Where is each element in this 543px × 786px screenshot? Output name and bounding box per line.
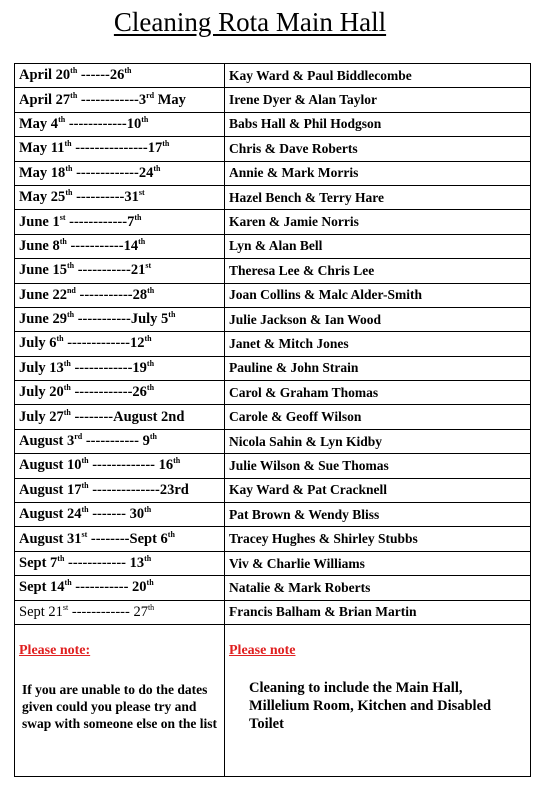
table-row (15, 527, 531, 551)
table-row (15, 332, 531, 356)
date-from: Sept 21 (19, 603, 63, 620)
cleaners-names: Karen & Jamie Norris (229, 214, 359, 230)
date-range-cell (15, 332, 225, 356)
date-from: April 20 (19, 67, 71, 84)
date-range-cell (15, 112, 225, 136)
cleaners-names: Kay Ward & Paul Biddlecombe (229, 67, 412, 83)
date-range-cell (15, 429, 225, 453)
date-separator: ----------- (74, 262, 131, 279)
date-from: July 20 (19, 384, 64, 401)
date-to: 10 (126, 115, 142, 132)
cleaners-cell (225, 381, 531, 405)
date-from-suffix: th (70, 66, 78, 76)
cleaners-names: Francis Balham & Brian Martin (229, 604, 417, 620)
table-row (15, 185, 531, 209)
date-separator: ----------- (75, 286, 133, 303)
date-range-cell (15, 503, 225, 527)
date-from-suffix: th (66, 261, 75, 271)
cleaners-cell (225, 405, 531, 429)
date-from: May 25 (19, 189, 66, 206)
date-to-suffix: th (124, 66, 132, 76)
cleaners-names: Joan Collins & Malc Alder-Smith (229, 287, 423, 303)
cleaners-names: Pat Brown & Wendy Bliss (229, 506, 380, 522)
date-to-suffix: th (173, 456, 181, 466)
date-range-cell (15, 137, 225, 161)
table-row (15, 137, 531, 161)
table-row (15, 112, 531, 136)
date-from: June 8 (19, 237, 60, 254)
note-left-body: If you are unable to do the dates given could you please try and swap with someone else on the list (22, 681, 217, 731)
date-range-cell (15, 210, 225, 234)
date-to: 26 (109, 67, 125, 84)
date-from: April 27 (19, 91, 71, 108)
date-from: June 1 (19, 213, 60, 230)
notes-row (15, 624, 531, 776)
date-to-suffix: th (144, 505, 152, 515)
note-right-cell (225, 624, 531, 776)
date-range-cell (15, 64, 225, 88)
date-separator: ------------ (65, 115, 127, 132)
date-range-cell (15, 576, 225, 600)
cleaners-names: Julie Jackson & Ian Wood (229, 311, 382, 327)
date-to-suffix: th (149, 432, 157, 442)
date-separator: ------ (77, 67, 110, 84)
table-row (15, 454, 531, 478)
date-from-suffix: th (66, 310, 75, 320)
note-right-heading: Please note (229, 642, 296, 658)
date-to-suffix: th (162, 139, 170, 149)
date-from-suffix: th (64, 139, 72, 149)
rota-body (15, 64, 531, 625)
date-from: May 4 (19, 115, 59, 132)
date-separator: ------------ (64, 555, 130, 571)
table-row (15, 356, 531, 380)
cleaners-cell (225, 503, 531, 527)
date-to: 16 (158, 457, 174, 474)
date-separator: ----------- (74, 311, 131, 328)
date-separator: -------------- (88, 481, 160, 498)
date-from-suffix: th (81, 456, 89, 466)
note-left-cell (15, 624, 225, 776)
date-to: 17 (147, 140, 163, 157)
table-row (15, 478, 531, 502)
date-separator: ------- (88, 506, 130, 523)
cleaners-cell (225, 576, 531, 600)
table-row (15, 283, 531, 307)
date-separator: ------------- (88, 457, 159, 474)
date-to-suffix: th (146, 383, 155, 393)
cleaners-names: Pauline & John Strain (229, 360, 359, 376)
cleaners-cell (225, 478, 531, 502)
date-separator: ------------ (70, 359, 133, 376)
cleaners-cell (225, 185, 531, 209)
date-from-suffix: th (58, 115, 66, 125)
date-range-cell (15, 381, 225, 405)
date-separator: ------------- (63, 335, 130, 352)
date-from-suffix: th (56, 334, 64, 344)
date-from-suffix: st (81, 529, 88, 539)
table-row (15, 551, 531, 575)
date-from: June 29 (19, 311, 67, 328)
date-from-suffix: st (62, 602, 69, 612)
date-range-cell (15, 259, 225, 283)
date-from: June 15 (19, 262, 67, 279)
cleaners-names: Tracey Hughes & Shirley Stubbs (229, 531, 418, 547)
date-to-suffix: st (138, 188, 145, 198)
date-from: Sept 14 (19, 579, 65, 596)
cleaners-names: Nicola Sahin & Lyn Kidby (229, 433, 383, 449)
date-to-suffix: rd (146, 90, 155, 100)
note-right-body: Cleaning to include the Main Hall, Millelium Room, Kitchen and Disabled Toilet (249, 679, 492, 732)
date-separator: ----------- (71, 579, 133, 596)
cleaners-cell (225, 210, 531, 234)
date-from-suffix: th (59, 237, 67, 247)
cleaners-cell (225, 527, 531, 551)
cleaners-names: Julie Wilson & Sue Thomas (229, 457, 389, 473)
date-range-cell (15, 356, 225, 380)
table-row (15, 405, 531, 429)
cleaners-names: Carol & Graham Thomas (229, 384, 379, 400)
date-from: May 11 (19, 140, 65, 157)
date-to: August 2nd (113, 408, 185, 425)
table-row (15, 161, 531, 185)
date-to: 27 (133, 603, 148, 620)
cleaners-names: Viv & Charlie Williams (229, 555, 365, 571)
table-row (15, 307, 531, 331)
table-row (15, 600, 531, 624)
date-to: 13 (129, 555, 145, 571)
date-to: 31 (124, 189, 139, 206)
rota-table (14, 63, 531, 777)
cleaners-names: Babs Hall & Phil Hodgson (229, 116, 382, 132)
table-row (15, 503, 531, 527)
cleaners-cell (225, 283, 531, 307)
date-to-suffix: th (146, 578, 154, 588)
date-range-cell (15, 454, 225, 478)
date-from-suffix: th (65, 188, 73, 198)
date-to-suffix: th (141, 115, 149, 125)
date-range-cell (15, 551, 225, 575)
cleaners-cell (225, 161, 531, 185)
cleaners-cell (225, 234, 531, 258)
table-row (15, 210, 531, 234)
cleaners-names: Theresa Lee & Chris Lee (229, 262, 375, 278)
date-to: 21 (130, 262, 146, 279)
table-row (15, 576, 531, 600)
cleaners-names: Hazel Bench & Terry Hare (229, 189, 384, 205)
date-from: July 13 (19, 359, 64, 376)
date-separator: ----------- (66, 237, 124, 254)
date-from-suffix: nd (66, 285, 76, 295)
cleaners-names: Kay Ward & Pat Cracknell (229, 482, 387, 498)
date-to: 20 (132, 579, 147, 596)
date-to-suffix: th (134, 212, 142, 222)
cleaners-cell (225, 88, 531, 112)
date-from: June 22 (19, 286, 67, 303)
table-row (15, 429, 531, 453)
table-row (15, 381, 531, 405)
date-from: August 24 (19, 506, 82, 523)
date-range-cell (15, 405, 225, 429)
cleaners-cell (225, 332, 531, 356)
date-to-suffix: th (153, 163, 161, 173)
cleaners-cell (225, 429, 531, 453)
date-from: August 31 (19, 530, 82, 547)
table-row (15, 64, 531, 88)
cleaners-cell (225, 600, 531, 624)
date-to: 19 (132, 359, 147, 376)
cleaners-cell (225, 356, 531, 380)
cleaners-cell (225, 137, 531, 161)
date-to: 30 (129, 506, 145, 523)
date-to: 26 (132, 384, 147, 401)
cleaners-cell (225, 307, 531, 331)
date-to-suffix: th (147, 285, 155, 295)
cleaners-cell (225, 454, 531, 478)
date-to: 24 (138, 164, 154, 181)
date-to-suffix: th (144, 554, 152, 564)
date-from: August 3 (19, 433, 75, 450)
date-separator: ----------- (82, 433, 143, 450)
cleaners-names: Chris & Dave Roberts (229, 140, 358, 156)
date-to: 7 (127, 213, 135, 230)
date-separator: -------- (70, 408, 114, 425)
date-range-cell (15, 185, 225, 209)
cleaners-names: Irene Dyer & Alan Taylor (229, 92, 378, 108)
date-range-cell (15, 161, 225, 185)
date-separator: -------- (87, 530, 130, 547)
date-to: 14 (123, 237, 139, 254)
date-from-suffix: rd (74, 432, 83, 442)
date-to-suffix: th (138, 237, 146, 247)
date-range-cell (15, 234, 225, 258)
date-separator: ------------ (65, 213, 128, 230)
date-separator: --------------- (71, 140, 148, 157)
date-to-suffix: th (167, 529, 175, 539)
date-to: Sept 6 (129, 530, 168, 547)
date-from-suffix: th (65, 163, 73, 173)
date-from-suffix: th (81, 505, 89, 515)
date-to-suffix: th (144, 334, 152, 344)
date-from-suffix: th (64, 578, 72, 588)
date-range-cell (15, 88, 225, 112)
date-range-cell (15, 527, 225, 551)
date-from-suffix: th (63, 407, 71, 417)
date-separator: ------------ (77, 91, 139, 108)
date-from-suffix: th (63, 359, 71, 369)
cleaners-cell (225, 64, 531, 88)
date-to: 3 (138, 91, 147, 108)
date-to-suffix: th (147, 602, 155, 612)
note-left-heading: Please note: (19, 642, 91, 658)
date-from: May 18 (19, 164, 66, 181)
cleaners-names: Annie & Mark Morris (229, 165, 359, 181)
cleaners-names: Natalie & Mark Roberts (229, 579, 371, 595)
date-to-suffix: th (146, 359, 155, 369)
date-from-suffix: th (81, 481, 89, 490)
date-from-suffix: th (63, 383, 71, 393)
page-title: Cleaning Rota Main Hall (113, 7, 387, 37)
date-separator: ---------- (72, 189, 125, 206)
date-separator: ------------ (68, 603, 134, 620)
date-to-tail: May (154, 91, 186, 108)
date-to: 12 (130, 335, 145, 352)
date-from: Sept 7 (19, 555, 58, 571)
date-from: July 27 (19, 408, 64, 425)
date-from: July 6 (19, 335, 57, 352)
cleaners-names: Janet & Mitch Jones (229, 335, 349, 351)
date-separator: ------------- (72, 164, 139, 181)
date-from: August 17 (19, 481, 82, 498)
date-separator: ------------ (70, 384, 133, 401)
date-range-cell (15, 283, 225, 307)
table-row (15, 259, 531, 283)
date-from: August 10 (19, 457, 82, 474)
date-from-suffix: th (57, 554, 65, 564)
date-range-cell (15, 600, 225, 624)
date-to-suffix: th (168, 310, 176, 320)
date-range-cell (15, 307, 225, 331)
cleaners-cell (225, 551, 531, 575)
date-range-cell (15, 478, 225, 502)
cleaners-cell (225, 112, 531, 136)
table-row (15, 88, 531, 112)
table-row (15, 234, 531, 258)
cleaners-names: Carole & Geoff Wilson (229, 409, 362, 425)
date-from-suffix: th (70, 90, 78, 100)
cleaners-names: Lyn & Alan Bell (229, 238, 323, 254)
date-to: 23rd (159, 481, 189, 498)
date-to: 28 (132, 286, 148, 303)
date-to: 9 (142, 433, 150, 450)
date-to: July 5 (130, 311, 169, 328)
date-to-suffix: st (145, 261, 152, 271)
date-from-suffix: st (59, 212, 66, 222)
cleaners-cell (225, 259, 531, 283)
